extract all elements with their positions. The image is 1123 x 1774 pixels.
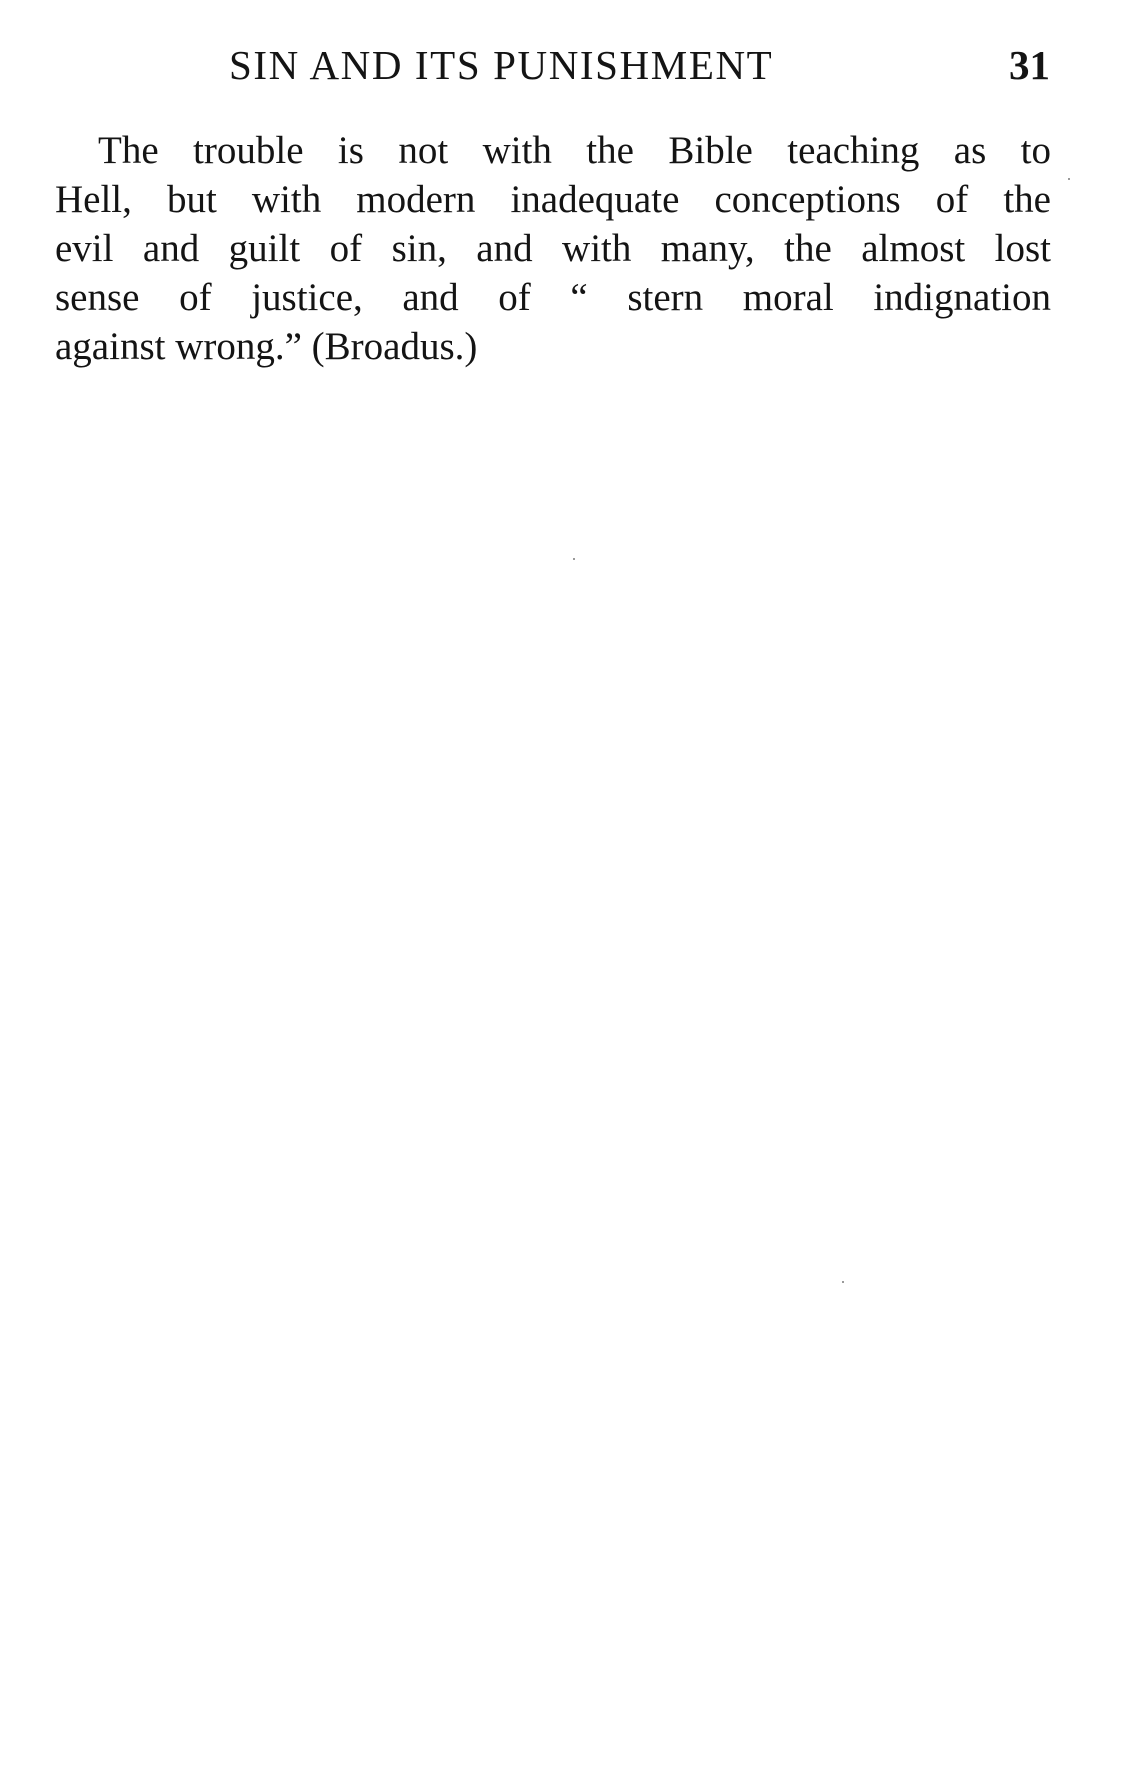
paragraph-line: Hell, but with modern inadequate conceptions of the	[55, 178, 1051, 221]
page-number: 31	[1009, 42, 1050, 88]
running-head	[225, 40, 1050, 90]
body-paragraph	[55, 126, 1051, 371]
scan-speck	[573, 558, 575, 560]
paragraph-line: The trouble is not with the Bible teaching as to	[98, 129, 1051, 172]
running-title: SIN AND ITS PUNISHMENT	[229, 42, 774, 88]
scan-speck	[842, 1281, 844, 1283]
paragraph-line: evil and guilt of sin, and with many, the almost lost	[55, 227, 1051, 270]
scan-speck	[1068, 178, 1070, 180]
paragraph-line: sense of justice, and of “ stern moral indignation	[55, 276, 1051, 319]
paragraph-line: against wrong.” (Broadus.)	[55, 325, 478, 368]
